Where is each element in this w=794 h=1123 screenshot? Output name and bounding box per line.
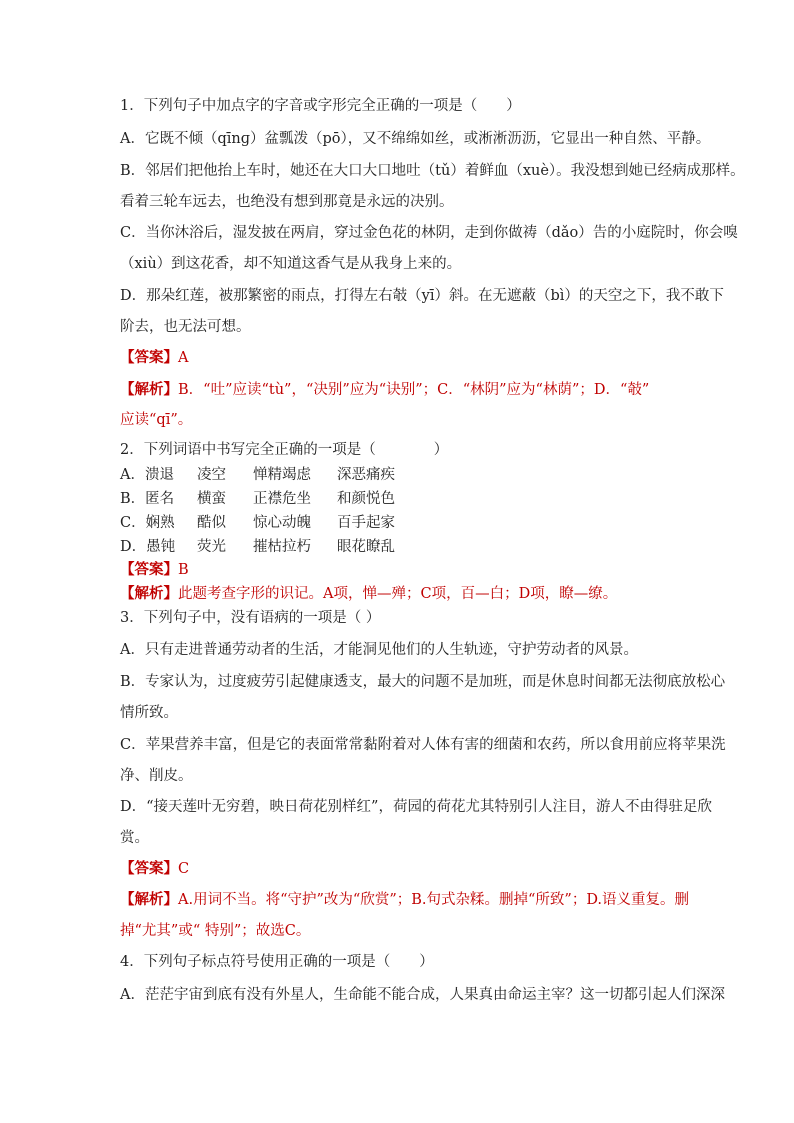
answer-tag: 【答案】 xyxy=(120,349,178,366)
q3-analysis-line1 xyxy=(120,890,689,910)
q4-option-a-line1: A．茫茫宇宙到底有没有外星人，生命能不能合成，人果真由命运主宰？这一切都引起人们深深 xyxy=(120,987,725,1003)
analysis-text: A.用词不当。将“守护”改为“欣赏”；B.句式杂糅。删掉“所致”；D.语义重复。删 xyxy=(178,892,690,908)
q1-option-d-line1: D．那朵红莲，被那繁密的雨点，打得左右攲（yī）斜。在无遮蔽（bì）的天空之下，我不敢下 xyxy=(120,288,724,304)
q3-stem: 3．下列句子中，没有语病的一项是（ ） xyxy=(120,610,381,626)
answer-value: C xyxy=(178,861,190,877)
q2-c-word3: 惊心动魄 xyxy=(253,515,311,531)
q2-b-word2: 横蛮 xyxy=(197,491,226,507)
q2-c-word1: C．娴熟 xyxy=(120,515,175,531)
q2-d-word2: 荧光 xyxy=(197,539,226,555)
q2-b-word4: 和颜悦色 xyxy=(337,491,395,507)
answer-tag: 【答案】 xyxy=(120,561,178,578)
q3-option-d-line2: 赏。 xyxy=(120,830,149,846)
q2-answer xyxy=(120,560,189,580)
q1-analysis-line1 xyxy=(120,380,649,400)
q2-d-word1: D．愚钝 xyxy=(120,539,176,555)
q2-d-word4: 眼花瞭乱 xyxy=(337,539,395,555)
q3-option-b-line1: B．专家认为，过度疲劳引起健康透支，最大的问题不是加班，而是休息时间都无法彻底放松心 xyxy=(120,674,726,690)
q2-a-word2: 凌空 xyxy=(197,467,226,483)
q2-a-word1: A．溃退 xyxy=(120,467,174,483)
answer-tag: 【答案】 xyxy=(120,860,178,877)
q1-answer xyxy=(120,348,188,368)
q1-stem: 1．下列句子中加点字的字音或字形完全正确的一项是（ ） xyxy=(120,98,521,114)
analysis-tag: 【解析】 xyxy=(120,381,178,398)
q2-c-word4: 百手起家 xyxy=(337,515,395,531)
q1-option-d-line2: 阶去，也无法可想。 xyxy=(120,319,251,335)
q2-d-word3: 摧枯拉朽 xyxy=(253,539,311,555)
analysis-tag: 【解析】 xyxy=(120,891,178,908)
q3-option-b-line2: 情所致。 xyxy=(120,705,178,721)
q2-stem: 2．下列词语中书写完全正确的一项是（ ） xyxy=(120,442,449,458)
analysis-tag: 【解析】 xyxy=(120,585,178,602)
q1-option-a: A．它既不倾（qīnɡ）盆瓢泼（pō），又不绵绵如丝，或淅淅沥沥，它显出一种自然、平静。 xyxy=(120,131,711,147)
q2-b-word1: B．匿名 xyxy=(120,491,175,507)
q2-b-word3: 正襟危坐 xyxy=(253,491,311,507)
q3-option-c-line2: 净、削皮。 xyxy=(120,768,193,784)
answer-value: A xyxy=(178,350,189,366)
analysis-text: B．“吐”应读“tù”，“决别”应为“诀别”；C．“林阴”应为“林荫”；D．“攲” xyxy=(178,382,650,398)
q3-option-d-line1: D．“接天莲叶无穷碧，映日荷花别样红”，荷园的荷花尤其特别引人注目，游人不由得驻足欣 xyxy=(120,799,712,815)
q3-answer xyxy=(120,859,189,879)
q2-c-word2: 酷似 xyxy=(197,515,226,531)
q2-a-word4: 深恶痛疾 xyxy=(337,467,395,483)
answer-value: B xyxy=(178,562,189,578)
q3-option-a: A．只有走进普通劳动者的生活，才能洞见他们的人生轨迹，守护劳动者的风景。 xyxy=(120,642,638,658)
q1-option-c-line1: C．当你沐浴后，湿发披在两肩，穿过金色花的林阴，走到你做祷（dǎo）告的小庭院时，你会嗅 xyxy=(120,225,738,241)
q1-option-b-line2: 看着三轮车远去，也绝没有想到那竟是永远的决别。 xyxy=(120,194,454,210)
q3-option-c-line1: C．苹果营养丰富，但是它的表面常常黏附着对人体有害的细菌和农药，所以食用前应将苹果洗 xyxy=(120,737,726,753)
q2-analysis xyxy=(120,584,617,604)
q1-option-c-line2: （xiù）到这花香，却不知道这香气是从我身上来的。 xyxy=(120,256,462,272)
q3-analysis-line2: 掉“尤其”或“ 特别”；故选C。 xyxy=(120,923,311,939)
q4-stem: 4．下列句子标点符号使用正确的一项是（ ） xyxy=(120,954,434,970)
q1-option-b-line1: B．邻居们把他抬上车时，她还在大口大口地吐（tǔ）着鲜血（xuè）。我没想到她已经病成那样。 xyxy=(120,163,745,179)
q1-analysis-line2: 应读“qī”。 xyxy=(120,412,193,428)
q2-a-word3: 惮精竭虑 xyxy=(253,467,311,483)
analysis-text: 此题考查字形的识记。A项，惮—殚；C项，百—白；D项，瞭—缭。 xyxy=(178,586,618,602)
